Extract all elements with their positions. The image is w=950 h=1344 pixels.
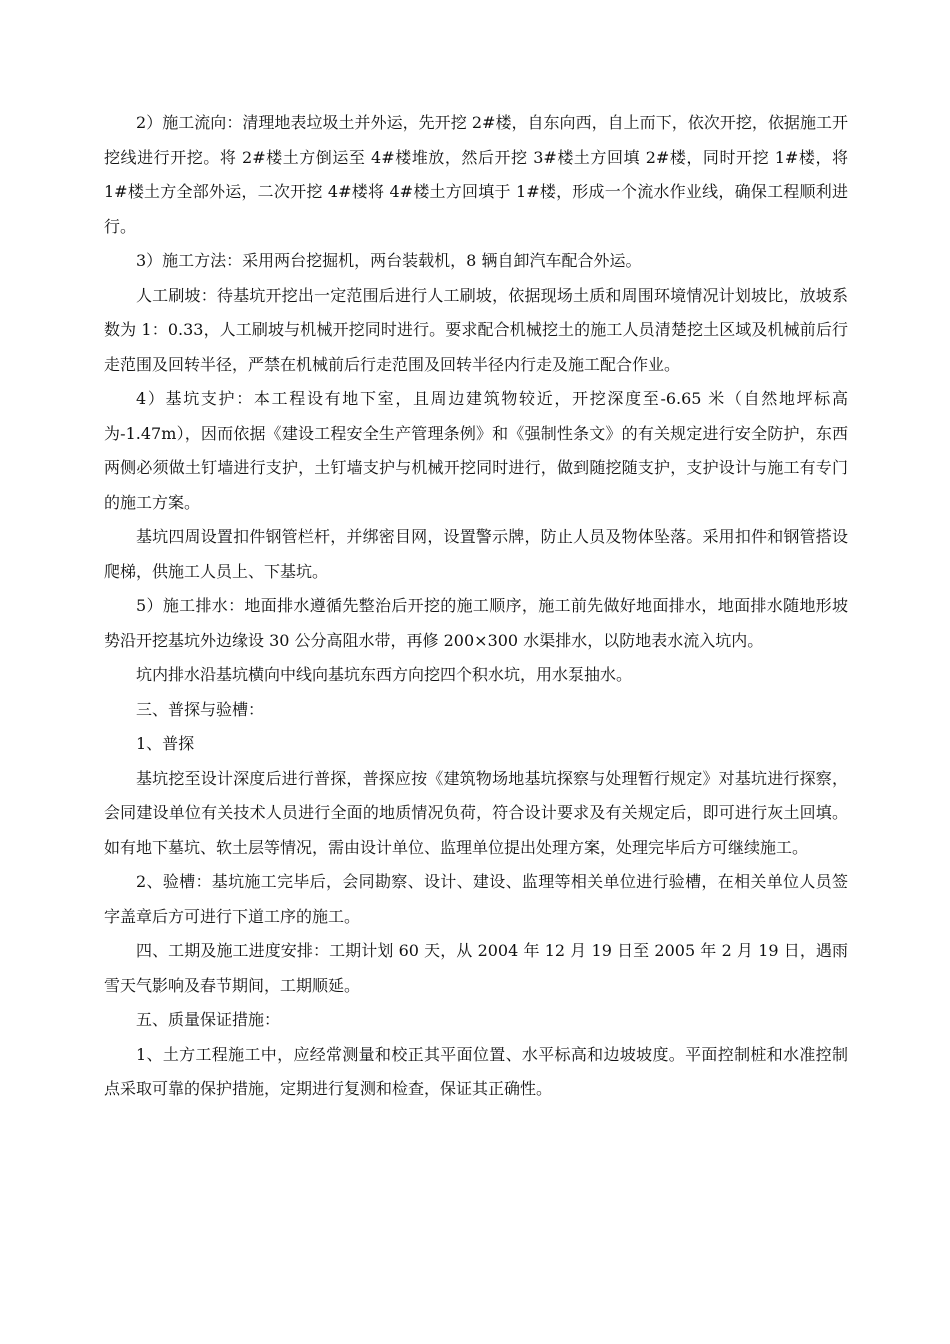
- paragraph-manual-slope-trimming: 人工刷坡：待基坑开挖出一定范围后进行人工刷坡，依据现场土质和周围环境情况计划坡比，放坡系数为 1：0.33，人工刷坡与机械开挖同时进行。要求配合机械挖土的施工人员清楚挖土区域及机械前后行走范围及回转半径，严禁在机械前后行走范围及回转半径内行走及施工配合作业。: [104, 285, 848, 374]
- subheading-general-survey: 1、普探: [136, 734, 195, 753]
- paragraph-general-survey: 基坑挖至设计深度后进行普探，普探应按《建筑物场地基坑探察与处理暂行规定》对基坑进行探察，会同建设单位有关技术人员进行全面的地质情况负荷，符合设计要求及有关规定后，即可进行灰土回填。如有地下墓坑、软土层等情况，需由设计单位、监理单位提出处理方案，处理完毕后方可继续施工。: [104, 768, 848, 857]
- paragraph-schedule: 四、工期及施工进度安排：工期计划 60 天，从 2004 年 12 月 19 日至 2005 年 2 月 19 日，遇雨雪天气影响及春节期间，工期顺延。: [104, 941, 848, 995]
- paragraph-construction-method: 3）施工方法：采用两台挖掘机，两台装载机，8 辆自卸汽车配合外运。: [136, 251, 642, 270]
- paragraph-construction-flow: 2）施工流向：清理地表垃圾土并外运，先开挖 2#楼，自东向西，自上而下，依次开挖，依据施工开挖线进行开挖。将 2#楼土方倒运至 4#楼堆放，然后开挖 3#楼土方回填 2#楼，同时开挖 1#楼，将 1#楼土方全部外运，二次开挖 4#楼将 4#楼土方回填于 1#楼，形成一个流水作业线，确保工程顺利进行。: [104, 113, 848, 236]
- document-body: [104, 106, 848, 1107]
- paragraph-pit-railing: 基坑四周设置扣件钢管栏杆，并绑密目网，设置警示牌，防止人员及物体坠落。采用扣件和钢管搭设爬梯，供施工人员上、下基坑。: [104, 527, 848, 581]
- paragraph-trench-inspection: 2、验槽：基坑施工完毕后，会同勘察、设计、建设、监理等相关单位进行验槽，在相关单位人员签字盖章后方可进行下道工序的施工。: [104, 872, 848, 926]
- paragraph-drainage: 5）施工排水：地面排水遵循先整治后开挖的施工顺序，施工前先做好地面排水，地面排水随地形坡势沿开挖基坑外边缘设 30 公分高阻水带，再修 200×300 水渠排水，以防地表水流入坑内。: [104, 596, 848, 650]
- section-heading-quality-assurance: 五、质量保证措施：: [136, 1010, 281, 1029]
- paragraph-quality-measurement: 1、土方工程施工中，应经常测量和校正其平面位置、水平标高和边坡坡度。平面控制桩和水准控制点采取可靠的保护措施，定期进行复测和检查，保证其正确性。: [104, 1044, 848, 1098]
- paragraph-pit-internal-drainage: 坑内排水沿基坑横向中线向基坑东西方向挖四个积水坑，用水泵抽水。: [136, 665, 633, 684]
- section-heading-survey-inspection: 三、普探与验槽：: [136, 699, 265, 719]
- paragraph-pit-support: 4）基坑支护：本工程设有地下室，且周边建筑物较近，开挖深度至-6.65 米（自然地坪标高为-1.47m），因而依据《建设工程安全生产管理条例》和《强制性条文》的有关规定进行安全防护，东西两侧必须做土钉墙进行支护，土钉墙支护与机械开挖同时进行，做到随挖随支护，支护设计与施工有专门的施工方案。: [104, 389, 848, 512]
